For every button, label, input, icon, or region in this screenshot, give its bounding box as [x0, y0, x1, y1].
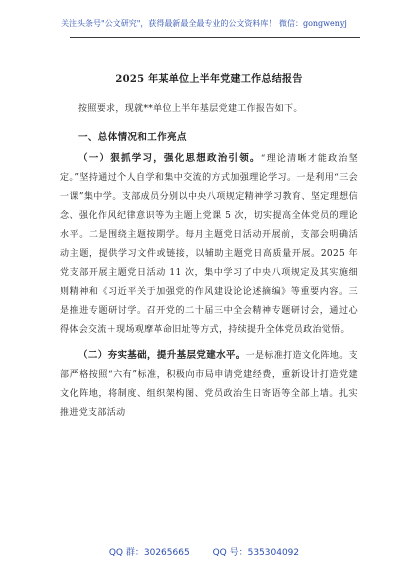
intro-paragraph: 按照要求，现就**单位上半年基层党建工作报告如下。: [78, 104, 303, 114]
footer-contact: [0, 545, 408, 558]
header-note: 关注头条号"公文研究"，获得最新最全最专业的公文资料库！ 微信：gongwenyj: [61, 19, 347, 28]
footer-qq-number: QQ 号：535304092: [212, 548, 300, 558]
paragraph-2-lead: （二）夯实基础，提升基层党建水平。: [78, 350, 246, 361]
paragraph-1-text: “理论清晰才能政治坚定。”坚持通过个人自学和集中交流的方式加强理论学习。一是利用“三会一课”集中学。支部成员分别以中央八项规定精神学习教育、坚定理想信念、强化作风纪律意识等为主题上党课 5 次，切实提高全体党员的理论水平。二是围绕主题按期学。每月主题党日活动开展前，支部会明确活动主题，提供学习文件或链接，以辅助主题党日高质量开展。2025 年党支部开展主题党日活动 11 次，集中学习了中央八项规定及其实施细则精神和《习近平关于加强党的作风建设论论述摘编》等重要内容。三是推进专题研讨学。召开党的二十届三中全会精神专题研讨会，通过心得体会交流＋现场观摩革命旧址等方式，持续提升全体党员政治觉悟。: [60, 154, 358, 335]
section-heading: 一、总体情况和工作亮点: [78, 132, 187, 143]
paragraph-1-lead: （一）狠抓学习，强化思想政治引领。: [78, 153, 261, 164]
header-divider: [70, 37, 360, 38]
paragraph-2-text: 一是标准打造文化阵地。支部严格按照“六有”标准，积极向市局申请党建经费，重新设计打造党建文化阵地，将制度、组织架构图、党员政治生日寄语等全部上墙。扎实推进党支部活动: [60, 351, 359, 418]
document-title: 2025 年某单位上半年党建工作总结报告: [115, 74, 303, 85]
document-body: [60, 70, 358, 423]
footer-qq-group: QQ 群：30265665: [108, 548, 190, 558]
paragraph-1: [60, 149, 358, 340]
paragraph-2: [60, 346, 358, 423]
